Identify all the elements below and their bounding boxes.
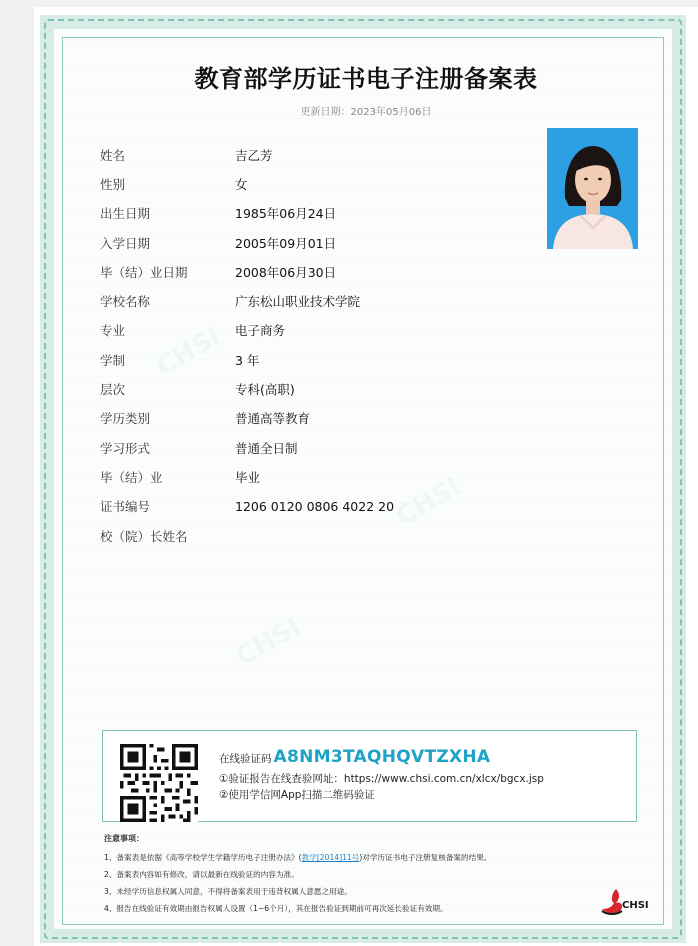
field-row-gender xyxy=(100,169,500,198)
field-value: 2008年06月30日 xyxy=(235,264,337,280)
report-sheet xyxy=(34,7,698,946)
update-date: 更新日期：2023年05月06日 xyxy=(300,107,432,118)
field-label: 专业 xyxy=(100,323,126,339)
field-value: 3 年 xyxy=(235,352,260,368)
verification-text xyxy=(219,747,544,803)
field-row-graduation-date xyxy=(100,257,500,286)
note-4: 4、报告在线验证有效期由报告权属人设置（1~6个月），其在报告验证到期前可再次延长验证有效期。 xyxy=(104,904,448,913)
field-row-duration xyxy=(100,345,500,374)
field-value: 电子商务 xyxy=(235,323,286,339)
student-photo xyxy=(547,128,638,249)
field-label: 学历类别 xyxy=(100,411,151,427)
field-label: 出生日期 xyxy=(100,206,151,222)
field-label: 学制 xyxy=(100,352,126,368)
note-2: 2、备案表内容如有修改，请以最新在线验证的内容为准。 xyxy=(104,870,299,879)
field-label: 姓名 xyxy=(100,147,126,163)
field-value: 1206 0120 0806 4022 20 xyxy=(235,498,395,514)
field-row-major xyxy=(100,316,500,345)
field-value: 1985年06月24日 xyxy=(235,206,337,222)
verification-code: A8NM3TAQHQVTZXHA xyxy=(273,747,491,767)
field-label: 入学日期 xyxy=(100,235,151,251)
regulation-link[interactable]: 教学[2014]11号 xyxy=(301,853,360,862)
field-value: 毕业 xyxy=(235,469,261,485)
field-row-president xyxy=(100,521,500,550)
field-value: 2005年09月01日 xyxy=(235,235,337,251)
field-label: 校（院）长姓名 xyxy=(100,528,188,544)
field-label: 性别 xyxy=(100,176,126,192)
field-value: 广东松山职业技术学院 xyxy=(235,294,361,310)
qr-code-icon[interactable] xyxy=(120,744,198,822)
field-label: 毕（结）业日期 xyxy=(100,264,188,280)
note-3: 3、未经学历信息权属人同意，不得将备案表用于违背权属人意愿之用途。 xyxy=(104,887,352,896)
field-row-certificate-number xyxy=(100,492,500,521)
verification-url-line: ①验证报告在线查验网址：https://www.chsi.com.cn/xlcx/bgcx.jsp xyxy=(219,773,544,785)
field-row-graduation-status xyxy=(100,462,500,491)
field-row-enroll-date xyxy=(100,228,500,257)
verification-code-label: 在线验证码 xyxy=(219,753,272,765)
notes-heading: 注意事项： xyxy=(104,834,144,843)
field-value: 普通高等教育 xyxy=(235,411,311,427)
field-row-education-type xyxy=(100,404,500,433)
chsi-logo-text: CHSI xyxy=(622,900,649,911)
field-value: 吉乙芳 xyxy=(235,147,273,163)
field-label: 毕（结）业 xyxy=(100,469,163,485)
field-value: 女 xyxy=(235,176,248,192)
field-row-school xyxy=(100,286,500,315)
field-value: 普通全日制 xyxy=(235,440,298,456)
field-label: 证书编号 xyxy=(100,499,151,515)
field-row-birth-date xyxy=(100,199,500,228)
field-value: 专科(高职) xyxy=(235,382,295,398)
info-fields xyxy=(100,140,500,550)
field-label: 学习形式 xyxy=(100,440,151,456)
notes-section xyxy=(104,833,624,917)
note-1-text-end: )对学历证书电子注册复核备案的结果。 xyxy=(359,853,492,862)
field-label: 学校名称 xyxy=(100,294,151,310)
page-title: 教育部学历证书电子注册备案表 xyxy=(194,65,538,93)
field-row-study-form xyxy=(100,433,500,462)
note-1-text: 1、备案表是依据《高等学校学生学籍学历电子注册办法》( xyxy=(104,853,302,862)
verification-box xyxy=(102,730,637,822)
note-1 xyxy=(104,849,624,866)
verification-app-line: ②使用学信网App扫描二维码验证 xyxy=(219,789,375,801)
chsi-logo xyxy=(600,887,660,917)
field-label: 层次 xyxy=(100,382,126,398)
field-row-name xyxy=(100,140,500,169)
field-row-level xyxy=(100,374,500,403)
